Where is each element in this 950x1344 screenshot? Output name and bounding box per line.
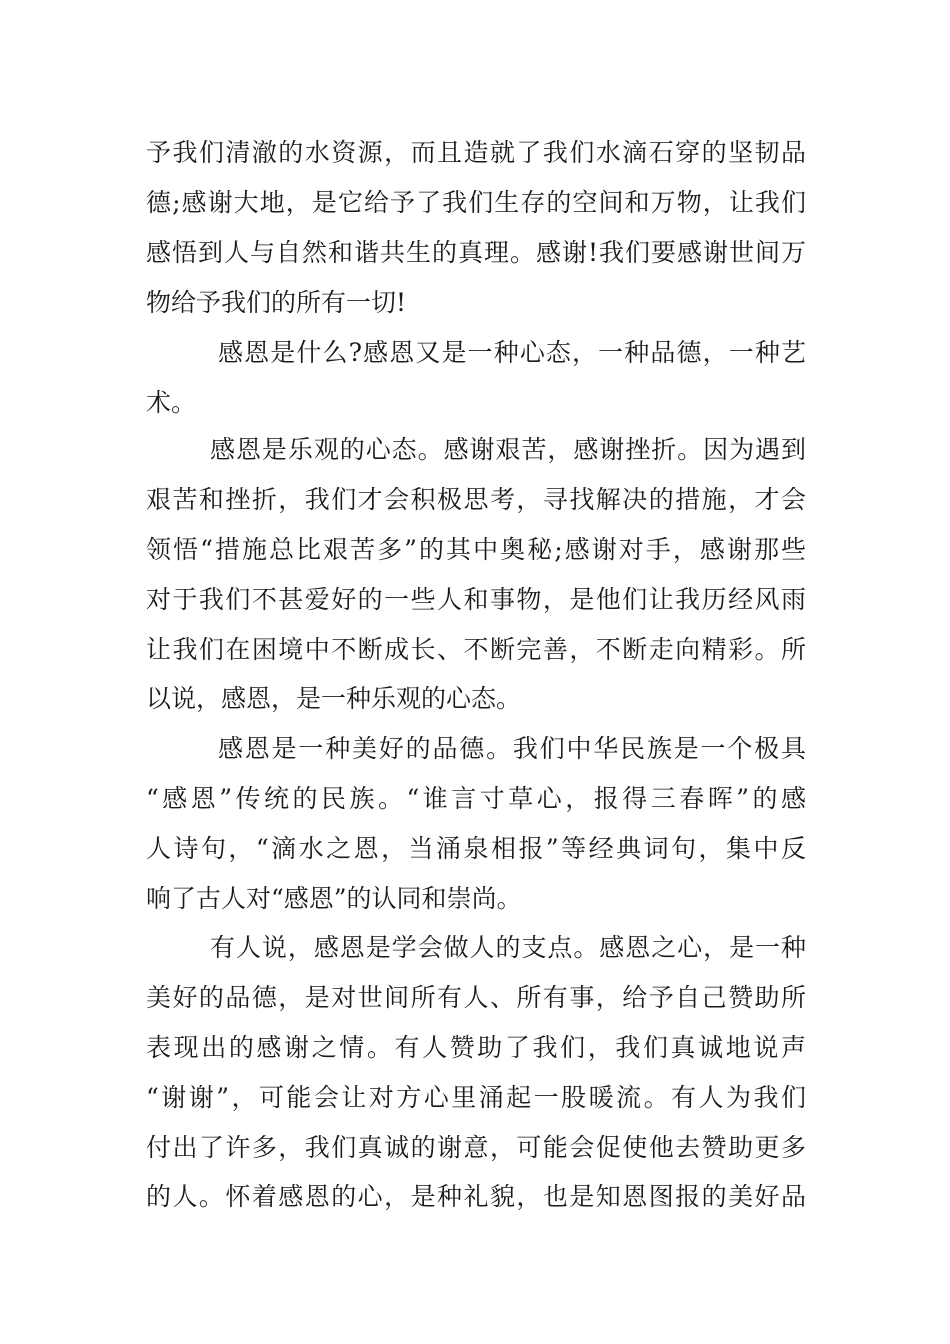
text-line: 以说，感恩，是一种乐观的心态。 [146, 684, 522, 713]
text-line: 予我们清澈的水资源，而且造就了我们水滴石穿的坚韧品 [146, 138, 806, 167]
text-line: 感恩是乐观的心态。感谢艰苦，感谢挫折。因为遇到 [210, 435, 806, 464]
text-line: 德;感谢大地，是它给予了我们生存的空间和万物，让我们 [146, 188, 806, 217]
text-line: 感恩是什么?感恩又是一种心态，一种品德，一种艺 [218, 338, 806, 367]
text-line: 术。 [146, 388, 197, 417]
text-line: “谢谢”，可能会让对方心里涌起一股暖流。有人为我们 [146, 1083, 806, 1112]
text-line: 表现出的感谢之情。有人赞助了我们，我们真诚地说声 [146, 1033, 806, 1062]
text-line: 对于我们不甚爱好的一些人和事物，是他们让我历经风雨 [146, 585, 806, 614]
text-line: 让我们在困境中不断成长、不断完善，不断走向精彩。所 [146, 635, 806, 664]
text-line: 领悟“措施总比艰苦多”的其中奥秘;感谢对手，感谢那些 [146, 535, 806, 564]
text-line: 感恩是一种美好的品德。我们中华民族是一个极具 [218, 734, 806, 763]
text-line: 有人说，感恩是学会做人的支点。感恩之心，是一种 [210, 933, 806, 962]
text-line: 人诗句，“滴水之恩，当涌泉相报”等经典词句，集中反 [146, 834, 806, 863]
text-line: 美好的品德，是对世间所有人、所有事，给予自己赞助所 [146, 983, 806, 1012]
text-line: 艰苦和挫折，我们才会积极思考，寻找解决的措施，才会 [146, 485, 806, 514]
text-line: 响了古人对“感恩”的认同和崇尚。 [146, 884, 522, 913]
text-line: 感悟到人与自然和谐共生的真理。感谢!我们要感谢世间万 [146, 238, 806, 267]
text-line: 付出了许多，我们真诚的谢意，可能会促使他去赞助更多 [146, 1133, 806, 1162]
text-line: 物给予我们的所有一切! [146, 288, 407, 317]
text-line: 的人。怀着感恩的心，是种礼貌，也是知恩图报的美好品 [146, 1182, 806, 1211]
text-line: “感恩”传统的民族。“谁言寸草心，报得三春晖”的感 [146, 784, 806, 813]
